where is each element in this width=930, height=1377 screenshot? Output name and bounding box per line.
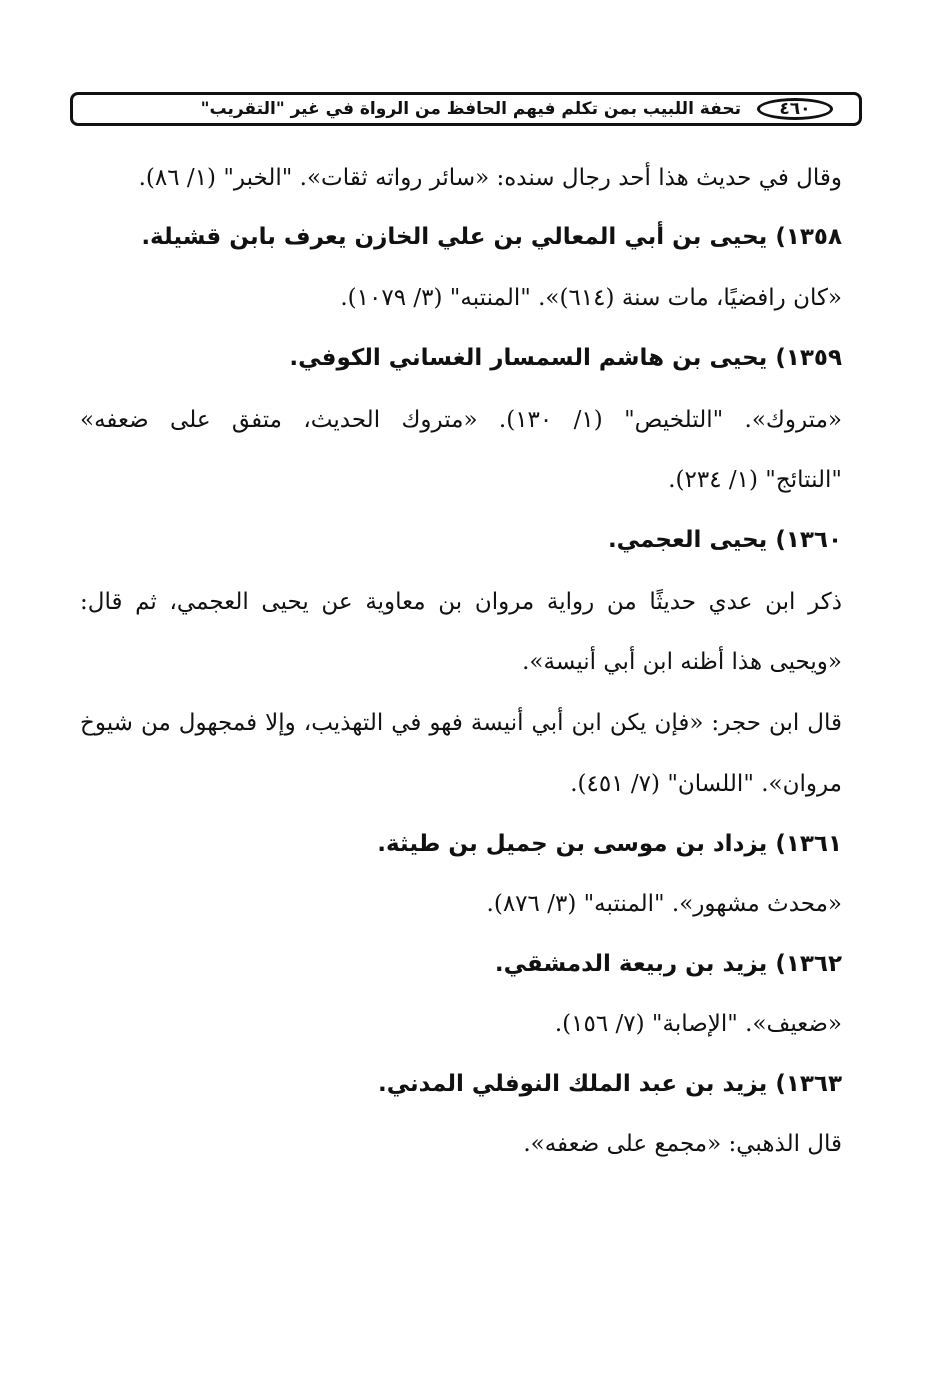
running-header <box>70 92 862 126</box>
text-line-1: وقال في حديث هذا أحد رجال سنده: «سائر رواته ثقات». "الخبر" (١/ ٨٦). <box>138 165 842 191</box>
text-line-17: قال الذهبي: «مجمع على ضعفه». <box>523 1131 842 1157</box>
text-line-8: ذكر ابن عدي حديثًا من رواية مروان بن معاوية عن يحيى العجمي، ثم قال: <box>80 589 842 615</box>
page-number: ٤٦٠ <box>757 98 833 120</box>
text-line-15: «ضعيف». "الإصابة" (٧/ ١٥٦). <box>554 1011 842 1037</box>
text-line-9: «ويحيى هذا أظنه ابن أبي أنيسة». <box>522 649 842 675</box>
entry-heading-1360: ١٣٦٠) يحيى العجمي. <box>607 527 842 553</box>
text-line-6: "النتائج" (١/ ٢٣٤). <box>668 467 842 493</box>
text-line-13: «محدث مشهور». "المنتبه" (٣/ ٨٧٦). <box>486 891 842 917</box>
text-line-10: قال ابن حجر: «فإن يكن ابن أبي أنيسة فهو في التهذيب، وإلا فمجهول من شيوخ <box>80 710 842 736</box>
running-title: تحفة اللبيب بمن تكلم فيهم الحافظ من الرواة في غير "التقريب" <box>200 99 741 119</box>
entry-heading-1363: ١٣٦٣) يزيد بن عبد الملك النوفلي المدني. <box>378 1071 842 1097</box>
entry-heading-1359: ١٣٥٩) يحيى بن هاشم السمسار الغساني الكوفي. <box>289 345 842 371</box>
text-line-11: مروان». "اللسان" (٧/ ٤٥١). <box>570 771 842 797</box>
text-line-5: «متروك». "التلخيص" (١/ ١٣٠). «متروك الحديث، متفق على ضعفه» <box>80 407 843 433</box>
text-line-3: «كان رافضيًا، مات سنة (٦١٤)». "المنتبه" (٣/ ١٠٧٩). <box>340 285 842 311</box>
entry-heading-1362: ١٣٦٢) يزيد بن ربيعة الدمشقي. <box>494 951 842 977</box>
entry-heading-1361: ١٣٦١) يزداد بن موسى بن جميل بن طيثة. <box>377 831 842 857</box>
entry-heading-1358: ١٣٥٨) يحيى بن أبي المعالي بن علي الخازن يعرف بابن قشيلة. <box>141 224 842 250</box>
